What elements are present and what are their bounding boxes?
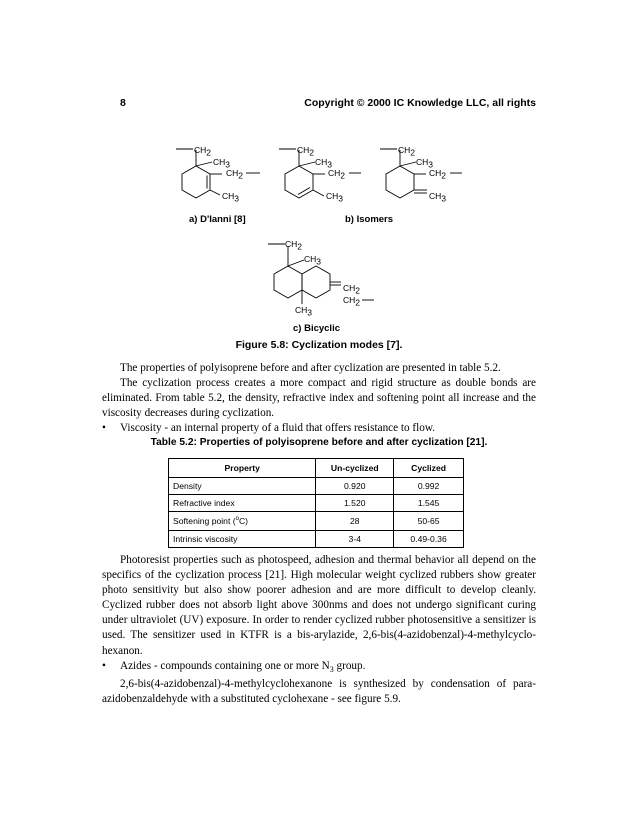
caption-b: b) Isomers [345, 214, 394, 225]
table-header-row [169, 459, 464, 478]
bullet-mark: • [102, 659, 106, 672]
table-cell: Softening point ($^o$C) [169, 512, 316, 531]
molecule-dianni [176, 145, 260, 204]
table-cell: Density [169, 478, 316, 495]
ring-bonds [182, 166, 210, 198]
column-header: Property [169, 459, 316, 478]
ch2-label: CH2 [194, 145, 212, 158]
bullet-text: Viscosity - an internal property of a fluid that offers resistance to flow. [120, 422, 435, 435]
bond [400, 162, 416, 166]
cyclization-figure [0, 0, 638, 360]
ch3-label: CH3 [315, 157, 333, 170]
ch2-label: CH2 [226, 168, 244, 181]
table-cell: 0.992 [394, 478, 464, 495]
caption-c: c) Bicyclic [293, 323, 340, 334]
table-cell: Intrinsic viscosity [169, 531, 316, 548]
paragraph: 2,6-bis(4-azidobenzal)-4-methylcyclohexanone is synthesized by condensation of para-azidobenzaldehyde with a substituted cyclohexane - see figure 5.9. [102, 677, 536, 706]
bullet-item [102, 659, 536, 677]
page-number: 8 [120, 97, 126, 109]
copyright-notice: Copyright © 2000 IC Knowledge LLC, all rights [304, 97, 536, 109]
bond [288, 260, 304, 266]
ring-bonds [386, 166, 414, 198]
ch2-label: CH2 [343, 295, 361, 308]
paragraph: The properties of polyisoprene before and after cyclization are presented in table 5.2. [120, 362, 501, 374]
ch2-label: CH2 [343, 283, 361, 296]
column-header: Un-cyclized [316, 459, 394, 478]
bullet-mark: • [102, 422, 106, 435]
table-caption: Table 5.2: Properties of polyisoprene before and after cyclization [21]. [150, 437, 488, 448]
ring-bonds [302, 266, 330, 298]
table-row [169, 512, 464, 531]
body-photoresist [102, 553, 536, 707]
paragraph: The cyclization process creates a more compact and rigid structure as double bonds are eliminated. From table 5.2, the density, refractive index and softening point all increase and the viscosity decreases during cyclization. [102, 377, 536, 420]
molecule-bicyclic [268, 239, 374, 318]
table-cell: 3-4 [316, 531, 394, 548]
table-row [169, 531, 464, 548]
double-bond [298, 188, 310, 195]
table-cell: 1.545 [394, 495, 464, 512]
bond [196, 162, 212, 166]
ch3-label: CH3 [213, 157, 231, 170]
caption-a: a) D'Ianni [8] [189, 214, 246, 225]
bullet-item [102, 421, 536, 436]
ch2-label: CH2 [297, 145, 315, 158]
ch3-label: CH3 [222, 191, 240, 204]
bond [313, 190, 324, 196]
table-cell: 0.49-0.36 [394, 531, 464, 548]
ch2-label: CH2 [328, 168, 346, 181]
table-cell: 0.920 [316, 478, 394, 495]
ch3-label: CH3 [429, 191, 447, 204]
ring-bonds [274, 266, 302, 298]
table-cell: 1.520 [316, 495, 394, 512]
bond [299, 162, 315, 166]
paragraph: Photoresist properties such as photospeed, adhesion and thermal behavior all depend on the specifics of the cyclization process [21]. High molecular weight cyclized rubbers show greater photo sensitivity but also show poorer adhesion and are more difficult to develop cleanly. Cyclized rubber does not absorb light above 300nms and does not undergo significant curing under ultraviolet (UV) exposure. In order to render cyclized rubber photosensitive a sensitizer is used. The sensitizer used in KTFR is a bis-arylazide, 2,6-bis(4-azidobenzal)-4-methylcyclo-hexanon. [102, 554, 536, 657]
table-cell: Refractive index [169, 495, 316, 512]
figure-title: Figure 5.8: Cyclization modes [7]. [235, 339, 403, 351]
ch3-label: CH3 [295, 305, 313, 318]
properties-table [168, 458, 464, 548]
ch3-label: CH3 [326, 191, 344, 204]
molecule-isomer-2 [380, 145, 462, 204]
table-row [169, 495, 464, 512]
ch2-label: CH2 [285, 239, 303, 252]
table-row [169, 478, 464, 495]
bullet-text: Azides - compounds containing one or more $N_3$ group. [120, 659, 366, 674]
ch3-label: CH3 [304, 254, 322, 267]
body-intro [102, 361, 536, 436]
ring-bonds [285, 166, 313, 198]
table-cell: 50-65 [394, 512, 464, 531]
molecule-isomer-1 [279, 145, 361, 204]
ch2-label: CH2 [429, 168, 447, 181]
bond [210, 190, 220, 195]
ch2-label: CH2 [398, 145, 416, 158]
table-cell: 28 [316, 512, 394, 531]
column-header: Cyclized [394, 459, 464, 478]
ch3-label: CH3 [416, 157, 434, 170]
